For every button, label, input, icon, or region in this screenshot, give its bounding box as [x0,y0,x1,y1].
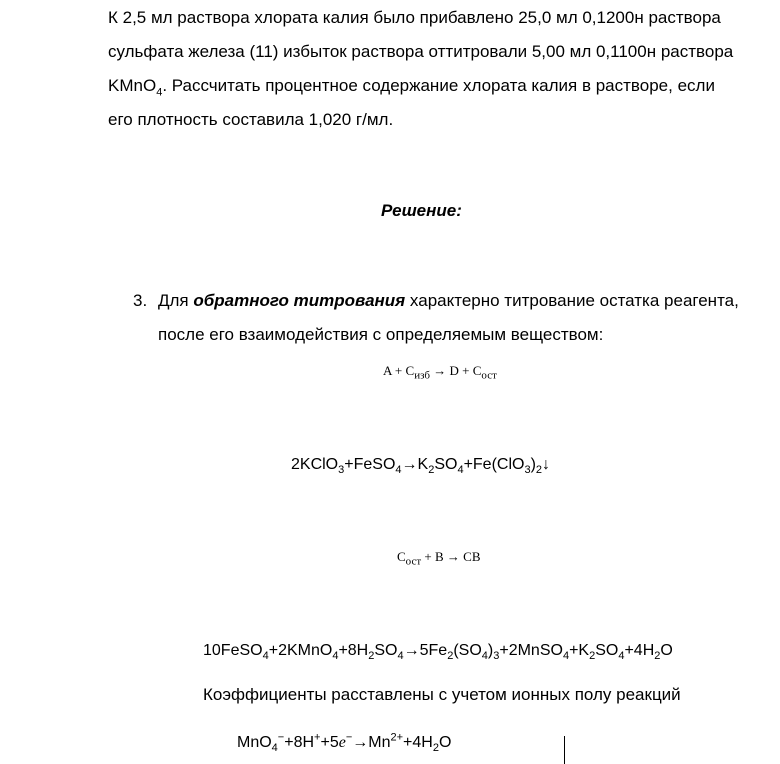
back-titration-term: обратного титрования [193,291,406,310]
solution-heading: Решение: [381,201,462,220]
half-reaction-equation: $MnO_4^-+8H^++5e^-\to Mn^{2+}+4H_2O$ [237,731,452,755]
back-titration-formula: $A + C_{изб} \to D + C_{ост}$ [383,363,497,382]
problem-line-1: К 2,5 мл раствора хлората калия было прибавлено 25,0 мл 0,1200н раствора [108,8,721,27]
problem-line-4: его плотность составила 1,020 г/мл. [108,110,394,129]
problem-line-2: сульфата железа (11) избыток раствора оттитровали 5,00 мл 0,1100н раствора [108,42,734,61]
problem-line-3: KMnO$_4$. Рассчитать процентное содержание хлората калия в растворе, если [108,76,715,99]
reaction-equation-1: $2KClO_3+FeSO_4\to K_2SO_4+Fe(ClO_3)_2↓$ [291,456,551,477]
ionic-note: Коэффициенты расставлены с учетом ионных полу реакций [203,685,681,704]
text-cursor [564,736,565,764]
list-item-text-line-1: Для обратного титрования характерно титрование остатка реагента, [158,291,739,310]
list-item-text-line-2: после его взаимодействия с определяемым веществом: [158,325,604,344]
reaction-equation-2: $10FeSO_4+2KMnO_4+8H_2SO_4\to 5Fe_2(SO_4)_3+2MnSO_4+K_2SO_4+4H_2O$ [203,642,673,663]
residual-titration-formula: $C_{ост} + B$ → CB [397,549,481,568]
list-item-number: 3. [133,291,148,310]
